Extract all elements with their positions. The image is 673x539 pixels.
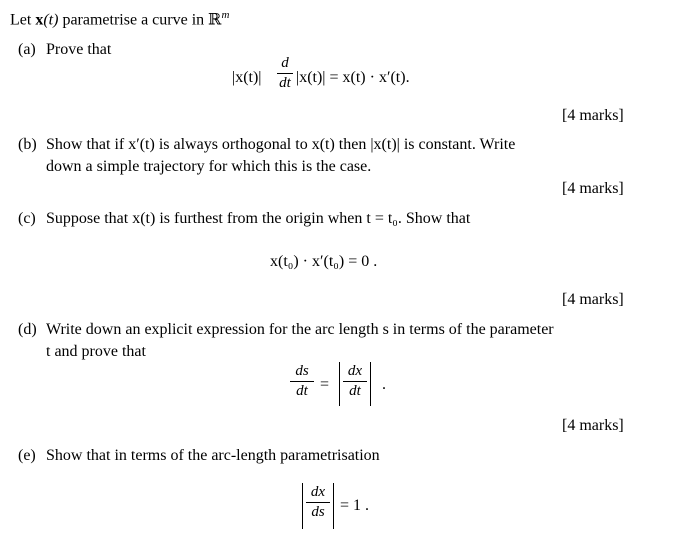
- part-a-marks: [4 marks]: [562, 107, 624, 124]
- part-d-abs-left: [339, 362, 340, 406]
- intro-m: m: [221, 9, 230, 21]
- part-e-dx-ds: [306, 485, 330, 520]
- part-b-marks: [4 marks]: [562, 180, 624, 197]
- part-e-rhs: = 1 .: [340, 497, 370, 514]
- intro-R: ℝ: [208, 9, 222, 29]
- fraction-bar: [277, 73, 293, 74]
- part-b-line2: down a simple trajectory for which this is the case.: [46, 158, 372, 175]
- part-d-line2: t and prove that: [46, 343, 146, 360]
- part-e-dx: dx: [310, 484, 326, 500]
- part-a-eq-fraction: [277, 56, 293, 91]
- part-a-eq-rhs: |x(t)| = x(t) · x′(t).: [296, 69, 410, 86]
- part-c-label: (c): [18, 210, 36, 227]
- part-d-ds-dt: [290, 364, 314, 399]
- fraction-bar: [343, 381, 367, 382]
- part-d-dt: dt: [296, 383, 308, 399]
- part-c-marks: [4 marks]: [562, 291, 624, 308]
- part-e-text: Show that in terms of the arc-length parametrisation: [46, 447, 380, 464]
- part-e-abs-left: [302, 483, 303, 529]
- part-a-eq-abs: |x(t)|: [232, 69, 262, 86]
- part-d-marks: [4 marks]: [562, 417, 624, 434]
- part-e-abs-right: [333, 483, 334, 529]
- intro-line: [10, 10, 229, 28]
- part-b-line1: Show that if x′(t) is always orthogonal to x(t) then |x(t)| is constant. Write: [46, 136, 516, 153]
- part-d-ds: ds: [295, 363, 309, 379]
- intro-x: x: [35, 11, 44, 29]
- part-a-label: (a): [18, 41, 36, 58]
- fraction-bar: [306, 502, 330, 503]
- part-e-label: (e): [18, 447, 36, 464]
- part-b-label: (b): [18, 136, 37, 153]
- part-d-abs-right: [370, 362, 371, 406]
- part-d-label: (d): [18, 321, 37, 338]
- part-a-dt: dt: [279, 75, 291, 91]
- part-a-d: d: [281, 55, 289, 71]
- fraction-bar: [290, 381, 314, 382]
- part-e-ds: ds: [311, 504, 325, 520]
- intro-t: (t): [43, 11, 59, 29]
- part-d-equals: =: [320, 376, 330, 393]
- intro-let: Let: [10, 11, 32, 29]
- part-d-dx-dt: [343, 364, 367, 399]
- part-c-text: Suppose that x(t) is furthest from the origin when t = t₀. Show that: [46, 210, 471, 227]
- part-d-dt2: dt: [349, 383, 361, 399]
- part-a-text: Prove that: [46, 41, 112, 58]
- part-c-equation: x(t₀) · x′(t₀) = 0 .: [270, 253, 378, 270]
- part-d-period: .: [382, 376, 386, 393]
- part-d-dx: dx: [347, 363, 363, 379]
- part-d-line1: Write down an explicit expression for the arc length s in terms of the parameter: [46, 321, 554, 338]
- intro-mid: parametrise a curve in: [62, 11, 205, 29]
